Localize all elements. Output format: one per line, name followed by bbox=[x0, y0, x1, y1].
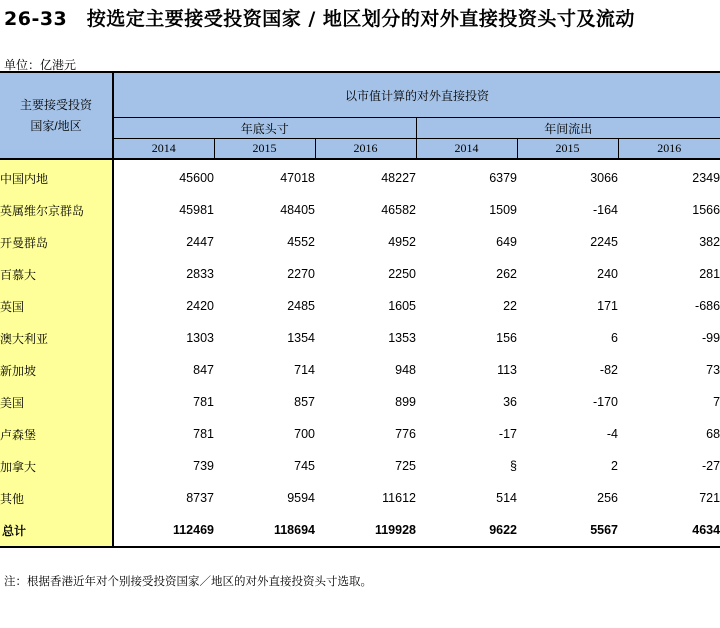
cell-value: 739 bbox=[193, 459, 214, 473]
cell-value: -170 bbox=[592, 395, 618, 409]
cell-value: 2447 bbox=[186, 235, 214, 249]
cell-value: 256 bbox=[597, 491, 618, 505]
cell-value: 2 bbox=[611, 459, 618, 473]
cell-value: 2485 bbox=[287, 299, 315, 313]
table-row bbox=[0, 418, 720, 450]
cell-value: -4 bbox=[606, 427, 618, 441]
total-value: 4634 bbox=[618, 514, 720, 547]
table-row bbox=[0, 194, 720, 226]
row-label: 卢森堡 bbox=[0, 418, 113, 450]
row-label: 中国内地 bbox=[0, 159, 113, 194]
table-body bbox=[0, 159, 720, 547]
cell-value: 3066 bbox=[590, 171, 618, 185]
table-row bbox=[0, 386, 720, 418]
cell-value: 7 bbox=[713, 395, 720, 409]
corner-header-line1: 主要接受投资 bbox=[19, 97, 92, 112]
cell-value: 745 bbox=[294, 459, 315, 473]
row-label: 澳大利亚 bbox=[0, 322, 113, 354]
cell-value: 11612 bbox=[382, 491, 416, 505]
cell-value: 847 bbox=[193, 363, 214, 377]
cell-value: 2270 bbox=[287, 267, 315, 281]
cell-value: 47018 bbox=[280, 171, 315, 185]
total-value: 112469 bbox=[113, 514, 214, 547]
total-value: 9622 bbox=[416, 514, 517, 547]
cell-value: -82 bbox=[599, 363, 618, 377]
table-row bbox=[0, 290, 720, 322]
total-row bbox=[0, 514, 720, 547]
cell-value: 514 bbox=[496, 491, 517, 505]
row-label: 英属维尔京群岛 bbox=[0, 194, 113, 226]
cell-value: 948 bbox=[395, 363, 416, 377]
table-row bbox=[0, 450, 720, 482]
cell-value: 48405 bbox=[280, 203, 315, 217]
total-value: 5567 bbox=[517, 514, 618, 547]
unit-label: 单位：亿港元 bbox=[4, 58, 77, 72]
row-label: 美国 bbox=[0, 386, 113, 418]
cell-value: 721 bbox=[699, 491, 720, 505]
cell-value: 649 bbox=[496, 235, 517, 249]
cell-value: -99 bbox=[702, 331, 720, 345]
cell-value: 46582 bbox=[381, 203, 416, 217]
cell-value: § bbox=[510, 459, 517, 473]
cell-value: 700 bbox=[294, 427, 315, 441]
row-label: 其他 bbox=[0, 482, 113, 514]
year-header: 2016 bbox=[315, 139, 416, 160]
year-header: 2015 bbox=[517, 139, 618, 160]
table-row bbox=[0, 159, 720, 194]
cell-value: 1353 bbox=[388, 331, 416, 345]
cell-value: 714 bbox=[294, 363, 315, 377]
cell-value: -164 bbox=[592, 203, 618, 217]
year-header: 2014 bbox=[113, 139, 214, 160]
cell-value: 857 bbox=[294, 395, 315, 409]
cell-value: 2245 bbox=[590, 235, 618, 249]
cell-value: 281 bbox=[699, 267, 720, 281]
cell-value: 1354 bbox=[287, 331, 315, 345]
cell-value: 4952 bbox=[388, 235, 416, 249]
total-value: 119928 bbox=[315, 514, 416, 547]
cell-value: 2250 bbox=[388, 267, 416, 281]
cell-value: 9594 bbox=[287, 491, 315, 505]
cell-value: 382 bbox=[699, 235, 720, 249]
position-group-header: 年底头寸 bbox=[113, 118, 416, 139]
table-row bbox=[0, 482, 720, 514]
cell-value: 156 bbox=[496, 331, 517, 345]
cell-value: 1509 bbox=[489, 203, 517, 217]
table-row bbox=[0, 226, 720, 258]
year-header: 2016 bbox=[618, 139, 720, 160]
row-label: 加拿大 bbox=[0, 450, 113, 482]
row-label: 新加坡 bbox=[0, 354, 113, 386]
corner-header bbox=[0, 72, 113, 159]
cell-value: 6 bbox=[611, 331, 618, 345]
footnote: 注：根据香港近年对个别接受投资国家／地区的对外直接投资头寸选取。 bbox=[4, 574, 372, 588]
table-row bbox=[0, 354, 720, 386]
total-value: 118694 bbox=[214, 514, 315, 547]
table-row bbox=[0, 322, 720, 354]
cell-value: 2833 bbox=[186, 267, 214, 281]
total-label: 总计 bbox=[0, 514, 113, 547]
cell-value: 6379 bbox=[489, 171, 517, 185]
cell-value: 2420 bbox=[186, 299, 214, 313]
year-header: 2014 bbox=[416, 139, 517, 160]
cell-value: -27 bbox=[702, 459, 720, 473]
main-header: 以市值计算的对外直接投资 bbox=[113, 72, 720, 118]
cell-value: -686 bbox=[695, 299, 720, 313]
cell-value: 781 bbox=[193, 427, 214, 441]
cell-value: 4552 bbox=[287, 235, 315, 249]
cell-value: 68 bbox=[706, 427, 720, 441]
row-label: 百慕大 bbox=[0, 258, 113, 290]
cell-value: 899 bbox=[395, 395, 416, 409]
cell-value: 8737 bbox=[186, 491, 214, 505]
row-label: 开曼群岛 bbox=[0, 226, 113, 258]
cell-value: 1605 bbox=[388, 299, 416, 313]
year-header: 2015 bbox=[214, 139, 315, 160]
corner-header-line2: 国家/地区 bbox=[30, 118, 82, 133]
fdi-table bbox=[0, 71, 720, 548]
cell-value: 781 bbox=[193, 395, 214, 409]
cell-value: 36 bbox=[503, 395, 517, 409]
cell-value: 171 bbox=[597, 299, 618, 313]
table-row bbox=[0, 258, 720, 290]
cell-value: 73 bbox=[706, 363, 720, 377]
cell-value: 1303 bbox=[186, 331, 214, 345]
row-label: 英国 bbox=[0, 290, 113, 322]
cell-value: 776 bbox=[395, 427, 416, 441]
cell-value: 48227 bbox=[381, 171, 416, 185]
page-title: 26-33 按选定主要接受投资国家 / 地区划分的对外直接投资头寸及流动 bbox=[4, 8, 635, 30]
cell-value: 262 bbox=[496, 267, 517, 281]
cell-value: 725 bbox=[395, 459, 416, 473]
cell-value: 45600 bbox=[179, 171, 214, 185]
cell-value: 113 bbox=[497, 363, 517, 377]
cell-value: 22 bbox=[503, 299, 517, 313]
cell-value: -17 bbox=[498, 427, 517, 441]
cell-value: 1566 bbox=[692, 203, 720, 217]
cell-value: 2349 bbox=[692, 171, 720, 185]
cell-value: 45981 bbox=[179, 203, 214, 217]
cell-value: 240 bbox=[597, 267, 618, 281]
flow-group-header: 年间流出 bbox=[416, 118, 720, 139]
